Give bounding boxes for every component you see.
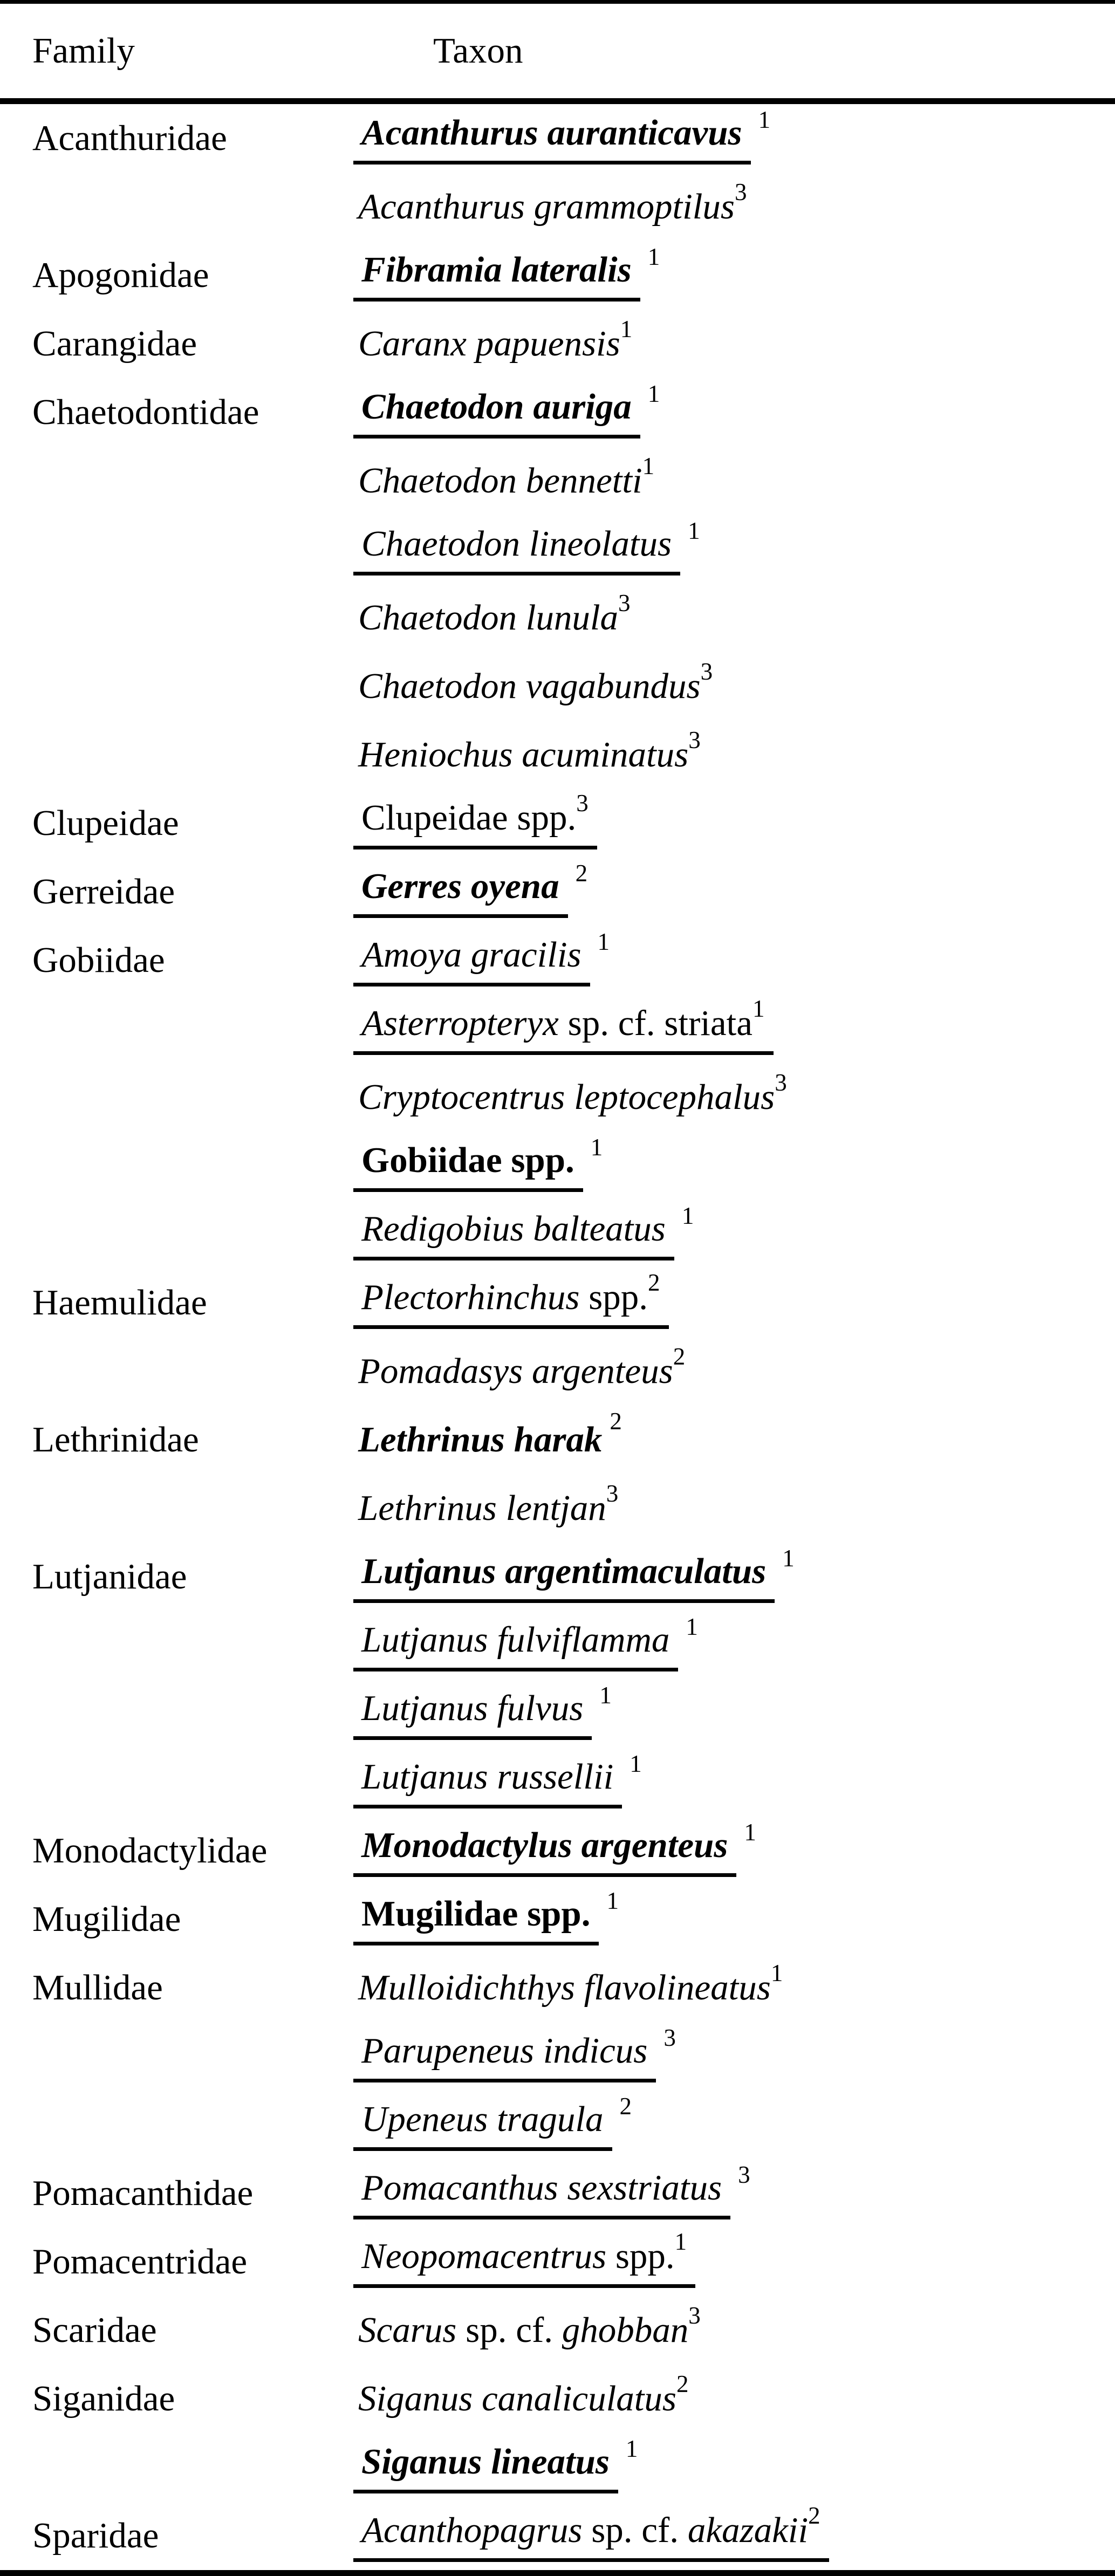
superscript-ref: 2 [676, 2370, 689, 2397]
taxon-name-part: Lutjanus fulvus [361, 1688, 584, 1728]
taxon-cell: Mugilidae spp. 1 [356, 1893, 1115, 1945]
taxon-name-underlined [353, 2167, 730, 2219]
taxon-cell [356, 657, 1115, 707]
taxon-cell: Gerres oyena 2 [356, 866, 1115, 918]
taxon-cell [356, 315, 1115, 365]
family-cell: Sparidae [32, 2515, 159, 2556]
taxon-name [358, 2301, 701, 2351]
taxon-name-part: Lethrinus harak [358, 1419, 603, 1460]
taxon-name-part: Scarus [358, 2310, 457, 2350]
taxon-name-part: Gerres oyena [361, 866, 559, 906]
taxon-name [358, 1959, 783, 2009]
family-cell: Pomacentridae [32, 2241, 248, 2282]
family-cell: Haemulidae [32, 1282, 207, 1323]
taxon-cell: Parupeneus indicus 3 [356, 2030, 1115, 2082]
table-row [0, 2296, 1115, 2365]
taxon-name-part: Amoya gracilis [361, 934, 582, 975]
taxon-name-underlined [353, 789, 597, 849]
table-row [0, 1680, 1115, 1748]
table-row [0, 789, 1115, 858]
taxon-name [358, 2370, 689, 2420]
superscript-ref: 3 [688, 726, 701, 753]
table-row [0, 1817, 1115, 1885]
taxon-name-part: Acanthopagrus [361, 2510, 583, 2550]
family-cell: Gerreidae [32, 871, 175, 912]
superscript-ref: 2 [673, 1342, 686, 1370]
taxon-name-part: Chaetodon bennetti [358, 460, 642, 501]
taxon-name-part: Mulloidichthys flavolineatus [358, 1967, 771, 2008]
taxon-name-part: Cryptocentrus leptocephalus [358, 1077, 775, 1117]
taxon-cell: Siganus lineatus 1 [356, 2441, 1115, 2493]
table-header-row [0, 4, 1115, 98]
taxon-name-part: Heniochus acuminatus [358, 734, 689, 775]
table-row [0, 1748, 1115, 1817]
table-row [0, 1406, 1115, 1474]
table-row [0, 241, 1115, 310]
family-cell: Gobiidae [32, 940, 165, 980]
taxon-name-part: Lutjanus argentimaculatus [361, 1551, 767, 1591]
taxon-name-part: Lutjanus fulviflamma [361, 1619, 670, 1660]
table-row [0, 1474, 1115, 1543]
taxon-name-part: Fibramia lateralis [361, 249, 632, 290]
taxon-name [358, 1419, 602, 1461]
taxon-name-part: Upeneus tragula [361, 2099, 604, 2139]
taxon-name-part: spp. [579, 1277, 648, 1317]
taxon-cell: Chaetodon lineolatus 1 [356, 523, 1115, 576]
taxon-name-underlined [353, 866, 568, 918]
superscript-ref: 1 [770, 1959, 783, 1986]
taxon-name [358, 726, 701, 776]
superscript-ref: 1 [674, 2228, 687, 2255]
family-cell: Mugilidae [32, 1899, 181, 1939]
header-family: Family [32, 30, 135, 71]
taxon-name-part: Neopomacentrus [361, 2236, 607, 2276]
taxon-cell [356, 1269, 1115, 1329]
superscript-ref: 3 [576, 789, 589, 817]
taxon-cell: Lutjanus argentimaculatus 1 [356, 1551, 1115, 1603]
taxon-name-part: Chaetodon lunula [358, 597, 619, 638]
taxon-name-underlined [353, 1825, 736, 1877]
taxon-cell: Lethrinus harak 2 [356, 1419, 1115, 1461]
taxon-name-underlined [353, 2441, 618, 2493]
taxon-name-underlined [353, 1551, 775, 1603]
table-row [0, 1200, 1115, 1269]
taxon-name-underlined [353, 249, 640, 302]
table-row [0, 2502, 1115, 2570]
taxon-cell [356, 589, 1115, 639]
table-row [0, 652, 1115, 721]
table-row [0, 2365, 1115, 2433]
taxon-name-part: Gobiidae spp. [361, 1140, 574, 1180]
table-row [0, 1132, 1115, 1200]
taxon-name-underlined [353, 934, 590, 986]
taxon-cell: Acanthurus auranticavus 1 [356, 112, 1115, 165]
taxon-name-part: Parupeneus indicus [361, 2030, 648, 2071]
superscript-ref: 3 [734, 178, 747, 205]
taxon-name-underlined [353, 1756, 622, 1808]
table-row [0, 2022, 1115, 2091]
superscript-ref: 1 [642, 452, 655, 479]
taxon-name-underlined [353, 386, 640, 439]
taxon-name-part: Chaetodon lineolatus [361, 523, 672, 564]
superscript-ref: 3 [700, 657, 713, 685]
taxon-name-underlined [353, 2030, 656, 2082]
family-cell: Monodactylidae [32, 1830, 268, 1871]
table-row [0, 1269, 1115, 1337]
taxon-name-underlined [353, 1140, 583, 1192]
taxon-name-part: Lethrinus lentjan [358, 1488, 606, 1528]
taxon-name [358, 1068, 787, 1118]
table-row [0, 1337, 1115, 1406]
taxon-name [358, 178, 747, 228]
superscript-ref: 1 [753, 995, 765, 1022]
superscript-ref: 2 [808, 2502, 820, 2529]
taxon-name-underlined [353, 112, 751, 165]
table-row [0, 926, 1115, 995]
taxon-name-underlined [353, 1269, 669, 1329]
table-row [0, 2159, 1115, 2228]
table-row [0, 1063, 1115, 1132]
table-row [0, 447, 1115, 515]
taxon-cell: Gobiidae spp. 1 [356, 1140, 1115, 1192]
taxon-cell [356, 726, 1115, 776]
superscript-ref: 3 [688, 2301, 701, 2329]
family-cell: Lethrinidae [32, 1419, 199, 1460]
taxon-name-part: akazakii [687, 2510, 809, 2550]
taxon-cell: Lutjanus russellii 1 [356, 1756, 1115, 1808]
taxon-cell [356, 789, 1115, 849]
table-row [0, 858, 1115, 926]
taxon-name-part: sp. cf. [582, 2510, 688, 2550]
table-row [0, 2228, 1115, 2296]
taxon-name-underlined [353, 1893, 599, 1945]
family-cell: Carangidae [32, 323, 197, 364]
family-cell: Clupeidae [32, 803, 179, 843]
taxon-name-part: Mugilidae spp. [361, 1893, 591, 1934]
taxon-name-part: Plectorhinchus [361, 1277, 580, 1317]
family-cell: Scaridae [32, 2310, 157, 2350]
taxon-cell [356, 2370, 1115, 2420]
table-bottom-rule [0, 2570, 1115, 2576]
taxon-name-part: Redigobius balteatus [361, 1208, 666, 1249]
superscript-ref: 2 [648, 1269, 660, 1296]
table-row [0, 1885, 1115, 1954]
table-row [0, 515, 1115, 584]
taxon-cell [356, 178, 1115, 228]
taxon-name-part: Acanthurus grammoptilus [358, 186, 735, 227]
taxon-cell [356, 452, 1115, 502]
taxon-name-underlined [353, 1619, 678, 1671]
taxon-cell [356, 1479, 1115, 1529]
taxon-cell: Monodactylus argenteus 1 [356, 1825, 1115, 1877]
taxon-cell: Amoya gracilis 1 [356, 934, 1115, 986]
superscript-ref: 3 [606, 1479, 619, 1507]
family-cell: Apogonidae [32, 255, 209, 295]
table-row [0, 721, 1115, 789]
table-row [0, 378, 1115, 447]
superscript-ref: 1 [620, 315, 633, 342]
superscript-ref: 3 [775, 1068, 787, 1096]
taxon-cell: Pomacanthus sexstriatus 3 [356, 2167, 1115, 2219]
table-row [0, 2433, 1115, 2502]
taxon-cell [356, 1342, 1115, 1392]
table-row [0, 2091, 1115, 2159]
family-cell: Acanthuridae [32, 118, 227, 158]
table-row [0, 310, 1115, 378]
taxon-cell: Chaetodon auriga 1 [356, 386, 1115, 439]
taxon-name-part: Chaetodon vagabundus [358, 666, 701, 706]
taxon-name-part: Siganus canaliculatus [358, 2378, 676, 2419]
taxon-name [358, 452, 655, 502]
taxon-name-underlined [353, 995, 774, 1055]
taxon-cell: Fibramia lateralis 1 [356, 249, 1115, 302]
table-row [0, 1543, 1115, 1611]
taxon-name-underlined [353, 2228, 695, 2288]
table-row [0, 104, 1115, 173]
taxon-name-underlined [353, 1688, 592, 1740]
superscript-ref: 3 [618, 589, 631, 616]
taxon-cell [356, 2301, 1115, 2351]
family-cell: Chaetodontidae [32, 392, 259, 432]
taxon-name-part: spp. [606, 2236, 675, 2276]
family-cell: Pomacanthidae [32, 2173, 254, 2213]
family-cell: Siganidae [32, 2378, 175, 2419]
taxon-name-part: ghobban [562, 2310, 689, 2350]
taxon-name-part: Acanthurus auranticavus [361, 112, 742, 153]
table-row [0, 1954, 1115, 2022]
table-top-rule [0, 0, 1115, 4]
table-row [0, 995, 1115, 1063]
taxon-name-part: Monodactylus argenteus [361, 1825, 728, 1865]
taxon-name-part: Pomadasys argenteus [358, 1351, 673, 1391]
taxon-name [358, 1479, 619, 1529]
taxon-name-underlined [353, 523, 680, 576]
taxon-name-part: Chaetodon auriga [361, 386, 632, 427]
table-row [0, 584, 1115, 652]
header-taxon: Taxon [433, 30, 523, 71]
taxon-name-part: sp. cf. [456, 2310, 562, 2350]
taxon-name-part: Caranx papuensis [358, 323, 620, 364]
header-divider-rule [0, 98, 1115, 104]
taxon-name-part: Lutjanus russellii [361, 1756, 614, 1797]
table-body [0, 104, 1115, 2570]
taxon-name-part: sp. cf. striata [558, 1003, 753, 1043]
taxon-name-underlined [353, 1208, 674, 1260]
taxon-cell: Lutjanus fulviflamma 1 [356, 1619, 1115, 1671]
taxon-name [358, 315, 633, 365]
taxon-cell: Redigobius balteatus 1 [356, 1208, 1115, 1260]
taxon-name-part: Pomacanthus sexstriatus [361, 2167, 722, 2208]
family-cell: Mullidae [32, 1967, 163, 2008]
taxon-name-part: Asterropteryx [361, 1003, 559, 1043]
taxon-name [358, 657, 713, 707]
taxon-cell [356, 995, 1115, 1055]
taxon-name-underlined [353, 2502, 829, 2562]
table-row [0, 173, 1115, 241]
taxon-cell: Upeneus tragula 2 [356, 2099, 1115, 2151]
table-row [0, 1611, 1115, 1680]
taxon-cell [356, 1959, 1115, 2009]
taxon-cell [356, 1068, 1115, 1118]
taxon-name-part: Clupeidae spp. [361, 797, 577, 838]
taxon-cell: Lutjanus fulvus 1 [356, 1688, 1115, 1740]
family-cell: Lutjanidae [32, 1556, 187, 1597]
taxon-cell [356, 2228, 1115, 2288]
taxon-name [358, 589, 631, 639]
taxon-cell [356, 2502, 1115, 2562]
taxon-name-underlined [353, 2099, 612, 2151]
taxon-name-part: Siganus lineatus [361, 2441, 610, 2482]
taxon-name [358, 1342, 686, 1392]
